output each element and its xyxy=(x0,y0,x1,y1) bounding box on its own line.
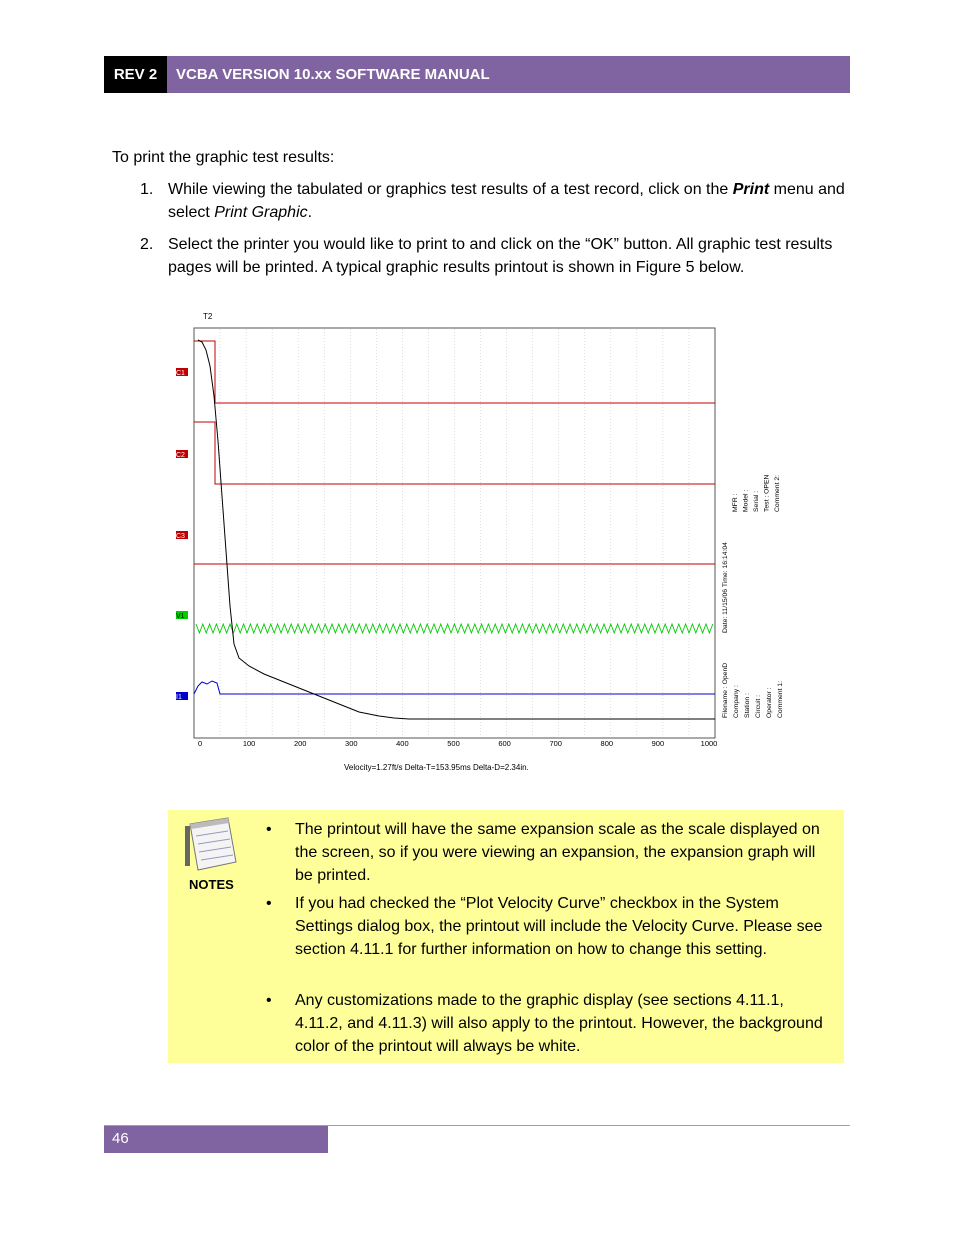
step-1 xyxy=(140,178,845,224)
step-2 xyxy=(140,233,845,279)
graphic-results-figure xyxy=(160,306,800,776)
channel-label: I1 xyxy=(176,694,182,701)
x-tick-label: 400 xyxy=(396,739,409,748)
info-field: MFR : xyxy=(732,493,739,512)
note-text-2: If you had checked the “Plot Velocity Curve” checkbox in the System Settings dialog box, the printout will include the Velocity Curve. Please see section 4.11.1 for further information on how to change this setting. xyxy=(295,895,823,958)
channel-label: C1 xyxy=(176,370,185,377)
info-field: Model : xyxy=(742,489,750,512)
x-tick-label: 800 xyxy=(600,739,614,748)
info-field: Serial : xyxy=(753,490,760,512)
note-text-1: The printout will have the same expansion scale as the scale displayed on the screen, so if you were viewing an expansion, the expansion graph will be printed. xyxy=(295,821,820,884)
channel-label: C2 xyxy=(176,452,185,459)
info-field: Company : xyxy=(733,685,740,718)
info-field: Filename : OpenD xyxy=(722,662,729,718)
note-item-1 xyxy=(266,818,835,887)
info-date: Date: 11/15/06 Time: 16:14:04 xyxy=(722,542,729,633)
bullet: • xyxy=(266,895,272,912)
x-axis-ticks xyxy=(198,739,717,748)
note-item-2 xyxy=(266,892,835,961)
x-tick-label: 0 xyxy=(198,739,203,748)
note-item-3 xyxy=(266,989,835,1058)
x-tick-label: 300 xyxy=(345,739,358,748)
info-field: Test : OPEN xyxy=(763,474,771,512)
t2-label: T2 xyxy=(203,312,213,321)
info-field: Comment 2: xyxy=(774,474,781,512)
bullet: • xyxy=(266,821,272,838)
info-field: Operator : xyxy=(766,687,773,718)
step-1-number: 1. xyxy=(140,181,154,198)
x-tick-label: 900 xyxy=(651,739,665,748)
results-graph xyxy=(160,306,800,776)
intro-text: To print the graphic test results: xyxy=(112,149,335,166)
x-tick-label: 200 xyxy=(293,739,307,748)
channel-label: V1 xyxy=(176,613,185,620)
channel-labels xyxy=(176,368,188,701)
page-number: 46 xyxy=(104,1126,328,1153)
print-menu-ref: Print xyxy=(732,181,770,198)
x-tick-label: 700 xyxy=(549,739,562,748)
test-info-block xyxy=(722,475,784,718)
notes-box xyxy=(168,810,844,1063)
x-tick-label: 100 xyxy=(242,739,256,748)
x-tick-label: 1000 xyxy=(700,739,718,748)
info-field: Station : xyxy=(744,693,751,718)
info-field: Comment 1: xyxy=(777,680,784,718)
channel-label: C3 xyxy=(176,533,185,540)
notes-label: NOTES xyxy=(189,877,234,892)
velocity-summary: Velocity=1.27ft/s Delta-T=153.95ms Delta-D=2.34in. xyxy=(344,763,529,772)
info-field: Circuit : xyxy=(755,694,762,718)
print-graphic-ref: Print Graphic xyxy=(214,204,308,221)
step-1-text: While viewing the tabulated or graphics test results of a test record, click on the Print menu and select Print Graphic. xyxy=(168,181,845,221)
x-tick-label: 500 xyxy=(447,739,460,748)
x-tick-label: 600 xyxy=(498,739,511,748)
step-2-text: Select the printer you would like to print to and click on the “OK” button. All graphic test results pages will be printed. A typical graphic results printout is shown in Figure 5 below. xyxy=(168,236,833,276)
bullet: • xyxy=(266,992,272,1009)
note-text-3: Any customizations made to the graphic display (see sections 4.11.1, 4.11.2, and 4.11.3) will also apply to the printout. However, the background color of the printout will always be white. xyxy=(295,992,823,1055)
step-2-number: 2. xyxy=(140,236,154,253)
header-title: VCBA VERSION 10.xx SOFTWARE MANUAL xyxy=(167,56,850,93)
notepad-icon xyxy=(184,816,238,872)
header-rev-label: REV 2 xyxy=(104,56,167,93)
